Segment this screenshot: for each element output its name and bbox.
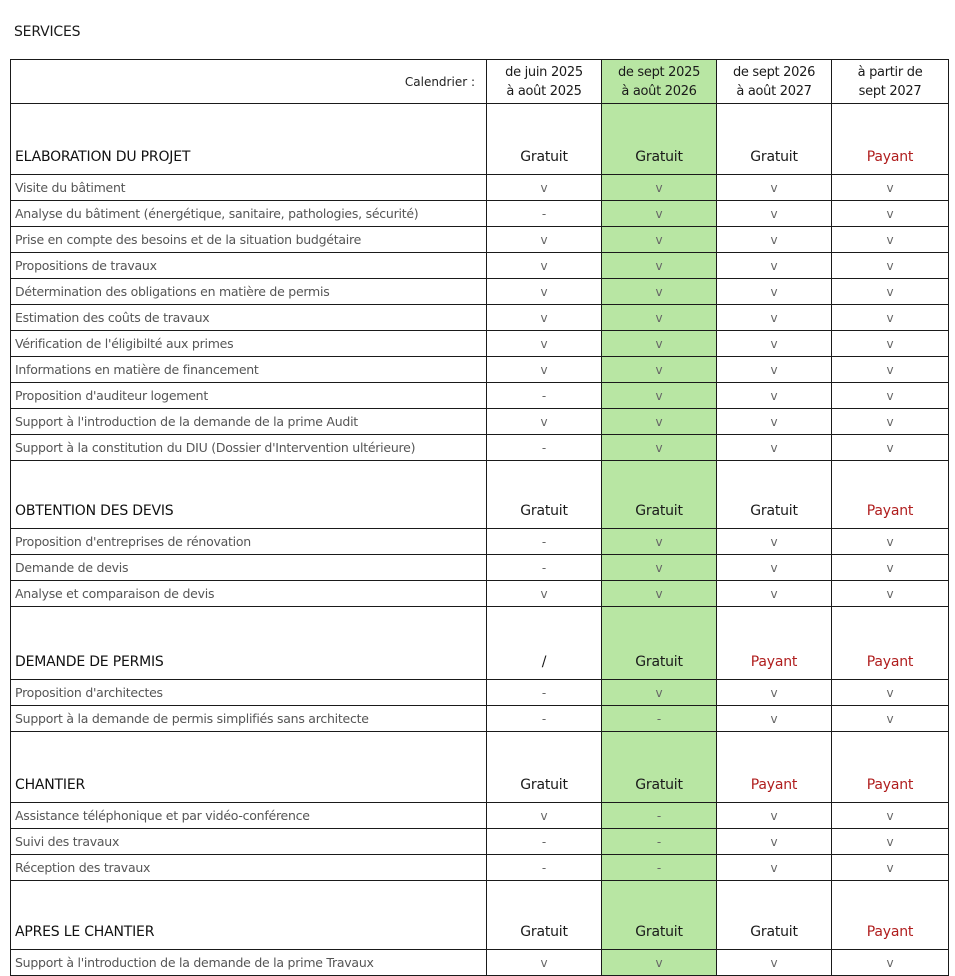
service-row <box>11 201 949 227</box>
availability-mark: v <box>487 305 602 331</box>
period-header-2 <box>602 60 717 104</box>
service-label: Support à la constitution du DIU (Dossier d'Intervention ultérieure) <box>11 435 487 461</box>
availability-mark: v <box>717 950 832 976</box>
service-label: Vérification de l'éligibilté aux primes <box>11 331 487 357</box>
availability-mark: v <box>487 331 602 357</box>
availability-mark: - <box>487 555 602 581</box>
section-price: Gratuit <box>602 104 717 175</box>
section-price: Payant <box>717 732 832 803</box>
availability-mark: v <box>602 383 717 409</box>
section-price: Gratuit <box>717 461 832 529</box>
service-label: Proposition d'auditeur logement <box>11 383 487 409</box>
service-row <box>11 581 949 607</box>
availability-mark: v <box>602 680 717 706</box>
availability-mark: v <box>832 279 949 305</box>
availability-mark: - <box>487 383 602 409</box>
service-row <box>11 555 949 581</box>
availability-mark: v <box>717 227 832 253</box>
availability-mark: v <box>602 253 717 279</box>
availability-mark: v <box>717 680 832 706</box>
availability-mark: v <box>602 175 717 201</box>
section-price: Payant <box>832 104 949 175</box>
section-price: Gratuit <box>602 881 717 950</box>
section-price: Gratuit <box>717 104 832 175</box>
services-table-body <box>11 60 949 976</box>
availability-mark: v <box>832 201 949 227</box>
availability-mark: v <box>717 279 832 305</box>
period-header-4 <box>832 60 949 104</box>
section-title: CHANTIER <box>11 732 487 803</box>
availability-mark: v <box>832 357 949 383</box>
service-label: Analyse et comparaison de devis <box>11 581 487 607</box>
availability-mark: v <box>832 331 949 357</box>
availability-mark: v <box>832 855 949 881</box>
availability-mark: - <box>487 435 602 461</box>
period-header-line: à août 2026 <box>621 83 697 99</box>
availability-mark: v <box>487 279 602 305</box>
section-row <box>11 732 949 803</box>
availability-mark: v <box>832 950 949 976</box>
availability-mark: - <box>602 706 717 732</box>
service-row <box>11 383 949 409</box>
availability-mark: v <box>487 175 602 201</box>
service-label: Proposition d'architectes <box>11 680 487 706</box>
service-row <box>11 175 949 201</box>
service-label: Informations en matière de financement <box>11 357 487 383</box>
availability-mark: v <box>717 409 832 435</box>
availability-mark: v <box>832 409 949 435</box>
availability-mark: v <box>832 305 949 331</box>
availability-mark: v <box>832 555 949 581</box>
availability-mark: v <box>487 409 602 435</box>
availability-mark: v <box>602 435 717 461</box>
service-row <box>11 529 949 555</box>
service-row <box>11 305 949 331</box>
availability-mark: v <box>717 305 832 331</box>
section-price: Gratuit <box>717 881 832 950</box>
availability-mark: v <box>832 435 949 461</box>
availability-mark: v <box>602 279 717 305</box>
availability-mark: v <box>832 529 949 555</box>
availability-mark: v <box>602 555 717 581</box>
availability-mark: v <box>717 581 832 607</box>
period-header-line: de sept 2026 <box>732 64 816 80</box>
availability-mark: v <box>602 950 717 976</box>
service-row <box>11 227 949 253</box>
service-row <box>11 435 949 461</box>
availability-mark: v <box>717 529 832 555</box>
availability-mark: v <box>717 555 832 581</box>
availability-mark: v <box>717 803 832 829</box>
availability-mark: v <box>602 529 717 555</box>
availability-mark: - <box>487 706 602 732</box>
availability-mark: v <box>832 175 949 201</box>
availability-mark: v <box>717 201 832 227</box>
service-label: Analyse du bâtiment (énergétique, sanitaire, pathologies, sécurité) <box>11 201 487 227</box>
availability-mark: v <box>717 435 832 461</box>
period-header-line: sept 2027 <box>858 83 922 99</box>
availability-mark: v <box>717 829 832 855</box>
section-title: DEMANDE DE PERMIS <box>11 607 487 680</box>
availability-mark: v <box>487 227 602 253</box>
period-header-3 <box>717 60 832 104</box>
availability-mark: v <box>487 803 602 829</box>
section-price: Payant <box>832 732 949 803</box>
section-price: Payant <box>832 881 949 950</box>
availability-mark: - <box>487 829 602 855</box>
service-label: Estimation des coûts de travaux <box>11 305 487 331</box>
availability-mark: v <box>602 331 717 357</box>
section-price: Payant <box>832 607 949 680</box>
service-label: Visite du bâtiment <box>11 175 487 201</box>
availability-mark: - <box>602 803 717 829</box>
section-price: Gratuit <box>602 607 717 680</box>
period-header-line: à août 2025 <box>506 83 582 99</box>
service-row <box>11 279 949 305</box>
period-header-line: de sept 2025 <box>617 64 701 80</box>
section-price: Gratuit <box>487 104 602 175</box>
service-row <box>11 253 949 279</box>
availability-mark: - <box>602 855 717 881</box>
service-row <box>11 680 949 706</box>
section-price: Payant <box>717 607 832 680</box>
service-row <box>11 950 949 976</box>
section-price: Gratuit <box>487 732 602 803</box>
section-price: Payant <box>832 461 949 529</box>
calendar-label: Calendrier : <box>11 60 487 104</box>
section-price: Gratuit <box>602 461 717 529</box>
section-title: OBTENTION DES DEVIS <box>11 461 487 529</box>
period-header-line: à partir de <box>857 64 923 80</box>
availability-mark: v <box>832 706 949 732</box>
table-header-row <box>11 60 949 104</box>
service-label: Support à l'introduction de la demande de la prime Travaux <box>11 950 487 976</box>
section-row <box>11 104 949 175</box>
section-price: Gratuit <box>487 881 602 950</box>
service-label: Support à la demande de permis simplifiés sans architecte <box>11 706 487 732</box>
service-label: Détermination des obligations en matière de permis <box>11 279 487 305</box>
availability-mark: v <box>717 331 832 357</box>
service-label: Propositions de travaux <box>11 253 487 279</box>
service-label: Suivi des travaux <box>11 829 487 855</box>
availability-mark: v <box>602 201 717 227</box>
availability-mark: v <box>832 680 949 706</box>
availability-mark: v <box>832 581 949 607</box>
service-label: Proposition d'entreprises de rénovation <box>11 529 487 555</box>
availability-mark: v <box>832 253 949 279</box>
availability-mark: v <box>717 253 832 279</box>
availability-mark: v <box>602 409 717 435</box>
availability-mark: - <box>487 855 602 881</box>
section-price: Gratuit <box>487 461 602 529</box>
section-title: ELABORATION DU PROJET <box>11 104 487 175</box>
service-row <box>11 706 949 732</box>
availability-mark: - <box>487 201 602 227</box>
section-price: / <box>487 607 602 680</box>
availability-mark: v <box>602 305 717 331</box>
page-title: SERVICES <box>14 24 81 40</box>
service-label: Assistance téléphonique et par vidéo-conférence <box>11 803 487 829</box>
availability-mark: - <box>487 529 602 555</box>
service-label: Demande de devis <box>11 555 487 581</box>
availability-mark: v <box>717 357 832 383</box>
availability-mark: v <box>717 383 832 409</box>
availability-mark: - <box>602 829 717 855</box>
availability-mark: v <box>832 803 949 829</box>
period-header-line: de juin 2025 <box>505 64 583 80</box>
service-row <box>11 855 949 881</box>
availability-mark: v <box>602 581 717 607</box>
availability-mark: v <box>487 950 602 976</box>
service-label: Prise en compte des besoins et de la situation budgétaire <box>11 227 487 253</box>
availability-mark: v <box>717 706 832 732</box>
service-row <box>11 331 949 357</box>
availability-mark: v <box>487 581 602 607</box>
section-row <box>11 607 949 680</box>
service-row <box>11 829 949 855</box>
service-label: Réception des travaux <box>11 855 487 881</box>
service-row <box>11 357 949 383</box>
availability-mark: v <box>717 855 832 881</box>
service-row <box>11 409 949 435</box>
service-label: Support à l'introduction de la demande de la prime Audit <box>11 409 487 435</box>
section-row <box>11 461 949 529</box>
section-row <box>11 881 949 950</box>
availability-mark: v <box>602 357 717 383</box>
services-table <box>10 59 949 976</box>
availability-mark: v <box>832 383 949 409</box>
availability-mark: v <box>602 227 717 253</box>
section-title: APRES LE CHANTIER <box>11 881 487 950</box>
availability-mark: v <box>832 227 949 253</box>
availability-mark: - <box>487 680 602 706</box>
section-price: Gratuit <box>602 732 717 803</box>
period-header-1 <box>487 60 602 104</box>
availability-mark: v <box>487 357 602 383</box>
availability-mark: v <box>487 253 602 279</box>
availability-mark: v <box>832 829 949 855</box>
period-header-line: à août 2027 <box>736 83 812 99</box>
service-row <box>11 803 949 829</box>
availability-mark: v <box>717 175 832 201</box>
